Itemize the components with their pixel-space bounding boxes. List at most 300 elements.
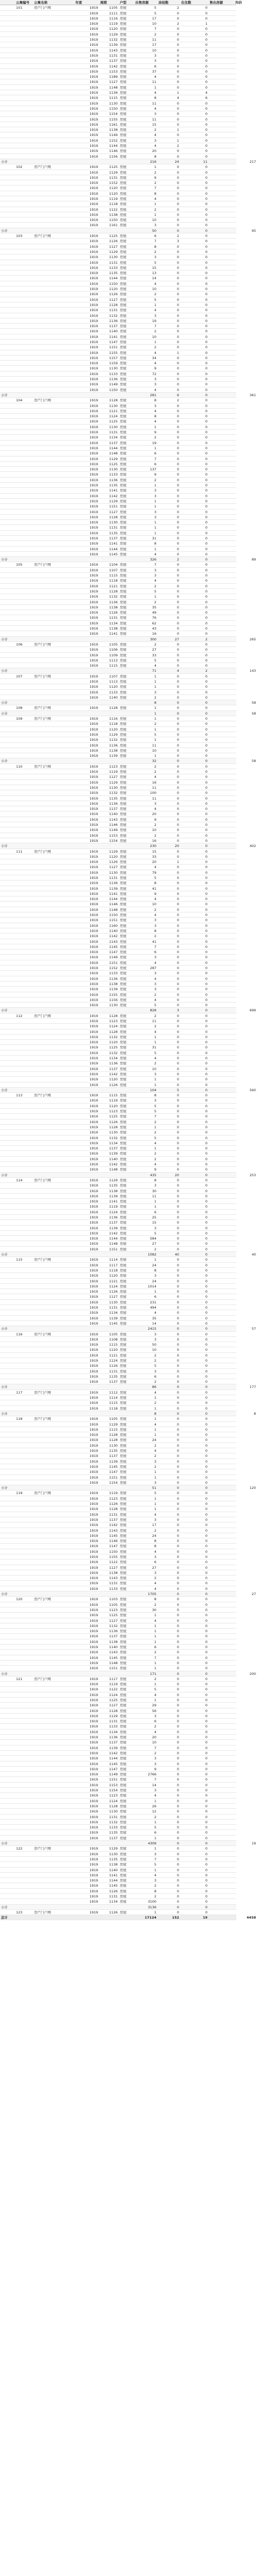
table-cell [234, 1714, 257, 1719]
table-cell: 1105 [109, 1332, 118, 1336]
table-cell [33, 403, 74, 409]
table-row [0, 631, 236, 636]
table-cell [15, 1496, 33, 1501]
table-cell: 0 [176, 520, 179, 525]
table-cell [33, 313, 74, 318]
table-cell: 3 [154, 1098, 156, 1103]
table-cell: 小计 [1, 1088, 8, 1092]
table-cell [33, 286, 74, 292]
table-cell: 0 [176, 106, 179, 111]
table-cell: 0 [205, 976, 207, 981]
table-cell [15, 101, 33, 106]
table-cell: 房屋 [120, 589, 126, 594]
table-cell: 0 [176, 1480, 179, 1485]
table-cell [0, 1432, 15, 1437]
table-cell [15, 902, 33, 907]
table-cell: 0 [176, 722, 179, 726]
table-cell: 1919 [89, 1178, 98, 1182]
table-row [0, 1167, 236, 1172]
table-cell: 0 [205, 345, 207, 350]
table-cell: 房屋 [120, 1554, 126, 1559]
table-cell: 0 [205, 191, 207, 196]
table-cell [234, 1416, 257, 1421]
table-cell [0, 313, 15, 318]
table-cell [208, 5, 234, 10]
table-cell [0, 1570, 15, 1575]
table-cell: 1136 [109, 743, 118, 748]
table-cell [208, 1448, 234, 1453]
table-cell [0, 1289, 15, 1294]
table-row [0, 1565, 236, 1570]
table-cell [99, 393, 119, 398]
table-cell [33, 1432, 74, 1437]
table-cell: 0 [205, 1050, 207, 1055]
table-cell [0, 504, 15, 509]
table-cell: 0 [205, 85, 207, 90]
table-cell [15, 1363, 33, 1368]
table-cell: 1130 [109, 1130, 118, 1135]
table-cell [15, 366, 33, 371]
table-cell [15, 605, 33, 610]
table-cell [33, 1443, 74, 1448]
table-cell: 0 [176, 1793, 179, 1798]
table-cell [0, 223, 15, 228]
table-cell [234, 270, 257, 276]
table-cell [33, 631, 74, 636]
table-cell: 房屋 [120, 1539, 126, 1544]
table-cell: 1 [154, 1846, 156, 1851]
table-cell [234, 1597, 257, 1602]
table-cell [208, 1342, 234, 1347]
table-cell: 房屋 [120, 1290, 126, 1294]
table-cell: 1919 [89, 133, 98, 138]
table-cell [234, 838, 257, 843]
table-cell [234, 1406, 257, 1411]
table-cell [234, 233, 257, 239]
table-cell [234, 1289, 257, 1294]
table-cell: 1155 [109, 1554, 118, 1559]
table-cell [33, 499, 74, 504]
table-cell [234, 127, 257, 132]
table-cell: 0 [205, 1311, 207, 1315]
table-cell [0, 233, 15, 239]
table-cell [33, 1045, 74, 1050]
table-cell [0, 494, 15, 499]
table-cell: 86 [152, 1385, 156, 1389]
table-cell: 1130 [109, 1300, 118, 1304]
table-cell: 1919 [89, 1035, 98, 1039]
table-cell [208, 1353, 234, 1358]
table-cell: 0 [205, 1735, 207, 1740]
table-cell [208, 409, 234, 414]
table-cell: 37 [152, 69, 156, 74]
table-row [0, 1804, 236, 1809]
table-cell [0, 79, 15, 84]
table-cell [234, 1894, 257, 1899]
table-cell [234, 1358, 257, 1363]
table-cell: 0 [176, 207, 179, 212]
table-cell: 1919 [89, 1183, 98, 1188]
table-cell: 7 [154, 1745, 156, 1750]
table-cell: 1919 [89, 149, 98, 154]
table-cell: 1139 [109, 886, 118, 891]
table-cell [234, 721, 257, 726]
table-cell: 1142 [109, 1072, 118, 1076]
table-cell [0, 1109, 15, 1114]
table-cell: 4 [154, 133, 156, 138]
table-cell [234, 1533, 257, 1538]
table-cell [234, 1003, 257, 1008]
table-cell: 房屋 [120, 897, 126, 902]
table-cell: 1138 [109, 1862, 118, 1867]
table-cell: 0 [205, 1411, 207, 1416]
table-cell [234, 1687, 257, 1692]
table-cell: 0 [205, 1268, 207, 1273]
table-row [0, 42, 236, 47]
table-cell: 0 [205, 244, 207, 249]
table-cell [234, 170, 257, 175]
table-cell: 1919 [89, 754, 98, 758]
table-cell [33, 122, 74, 127]
table-cell: 0 [176, 1433, 179, 1437]
table-cell [234, 456, 257, 462]
table-cell: 房屋 [120, 1454, 126, 1459]
table-cell: 房屋 [120, 515, 126, 519]
table-cell: 8 [154, 1539, 156, 1544]
table-cell [15, 1183, 33, 1188]
table-cell: 114 [16, 1178, 23, 1182]
table-cell: 0 [176, 1348, 179, 1352]
table-cell [208, 658, 234, 663]
table-cell [234, 1639, 257, 1645]
table-cell: 房屋 [120, 642, 126, 647]
table-cell: 房屋 [120, 451, 126, 456]
table-cell: 0 [205, 1189, 207, 1193]
table-cell: 1151 [109, 504, 118, 509]
table-cell [0, 1279, 15, 1284]
table-cell: 房屋 [120, 43, 126, 47]
table-cell [15, 1650, 33, 1655]
table-cell [208, 626, 234, 631]
table-cell [208, 1104, 234, 1109]
table-cell: 0 [176, 149, 179, 154]
table-cell: 0 [205, 748, 207, 753]
table-cell: 1919 [89, 101, 98, 106]
table-cell [15, 743, 33, 748]
table-cell: 1919 [89, 144, 98, 148]
table-row [0, 196, 236, 201]
table-row [0, 1878, 236, 1883]
table-cell [208, 1226, 234, 1231]
table-cell: 0 [205, 960, 207, 965]
table-cell: 0 [176, 1528, 179, 1533]
table-cell [0, 1066, 15, 1072]
table-cell: 1189 [109, 75, 118, 79]
table-cell [0, 1772, 15, 1777]
table-cell [0, 827, 15, 833]
table-cell [208, 843, 234, 849]
table-cell: 0 [176, 1290, 179, 1294]
table-cell [208, 180, 234, 185]
table-cell [0, 886, 15, 891]
table-cell: 1919 [89, 1295, 98, 1299]
table-row [0, 1575, 236, 1581]
table-cell: 2 [154, 1380, 156, 1384]
table-cell: 0 [176, 329, 179, 334]
table-cell: 6 [154, 451, 156, 456]
table-cell: 0 [205, 1576, 207, 1581]
table-cell: 0 [176, 218, 179, 223]
table-cell: 0 [205, 642, 207, 647]
table-cell: 1919 [89, 1040, 98, 1045]
table-cell [208, 594, 234, 599]
table-cell [15, 1273, 33, 1278]
table-cell: 0 [205, 1570, 207, 1575]
table-cell [234, 865, 257, 870]
table-cell: 房产门户网 [34, 764, 51, 769]
table-cell [33, 95, 74, 100]
table-cell: 17124 [144, 1916, 156, 1920]
table-cell: 1150 [109, 913, 118, 918]
table-cell: 1123 [109, 1019, 118, 1023]
table-cell [15, 494, 33, 499]
table-row [0, 615, 236, 620]
table-row [0, 705, 236, 710]
table-cell [234, 21, 257, 26]
table-cell: 0 [176, 504, 179, 509]
table-cell: 1125 [109, 165, 118, 170]
table-cell: 1919 [89, 1676, 98, 1681]
table-cell: 1919 [89, 483, 98, 488]
table-cell: 0 [205, 318, 207, 323]
table-cell: 1919 [89, 1199, 98, 1204]
table-cell [0, 21, 15, 26]
table-cell [0, 1056, 15, 1061]
table-cell: 2 [154, 1650, 156, 1655]
table-cell: 1124 [109, 1284, 118, 1289]
table-cell [119, 1915, 134, 1920]
table-cell [208, 1024, 234, 1029]
table-cell: 房屋 [120, 1799, 126, 1803]
table-cell [15, 976, 33, 981]
table-cell: 1131 [109, 875, 118, 880]
table-row [0, 313, 236, 318]
table-cell [208, 286, 234, 292]
column-header: 均价 [235, 1, 242, 5]
table-cell [33, 817, 74, 822]
table-cell: 房屋 [120, 504, 126, 509]
table-cell [33, 1496, 74, 1501]
table-cell: 1143 [109, 817, 118, 822]
table-cell [234, 1655, 257, 1660]
table-cell: 137 [150, 467, 156, 472]
table-cell: 1919 [89, 680, 98, 684]
table-cell [0, 1162, 15, 1167]
table-cell: 房屋 [120, 1623, 126, 1628]
table-cell: 11 [152, 80, 156, 84]
table-cell [208, 1480, 234, 1485]
table-cell [33, 1464, 74, 1469]
table-cell: 9 [154, 175, 156, 180]
table-cell: 1 [176, 128, 179, 132]
table-cell [234, 286, 257, 292]
table-cell [208, 1088, 234, 1093]
table-cell: 0 [205, 891, 207, 896]
table-cell: 1919 [89, 1401, 98, 1405]
table-row [0, 106, 236, 111]
table-cell: 1129 [109, 1178, 118, 1182]
table-cell: 0 [205, 186, 207, 191]
table-row [0, 1082, 236, 1088]
table-cell [33, 1772, 74, 1777]
table-cell [33, 1751, 74, 1756]
table-row [0, 568, 236, 573]
table-cell [234, 1247, 257, 1252]
table-cell: 1919 [89, 1396, 98, 1400]
table-cell [208, 472, 234, 477]
table-cell: 4 [154, 91, 156, 95]
table-cell: 0 [176, 1258, 179, 1262]
table-cell [33, 239, 74, 244]
table-cell: 19 [202, 1916, 207, 1920]
table-cell [208, 228, 234, 233]
table-cell: 1919 [89, 1109, 98, 1114]
table-cell: 0 [205, 308, 207, 313]
table-cell [0, 148, 15, 154]
table-cell: 1 [154, 1290, 156, 1294]
table-cell: 1919 [89, 1427, 98, 1432]
table-cell [15, 1241, 33, 1246]
table-cell: 1118 [109, 579, 118, 583]
table-cell [33, 1862, 74, 1867]
table-cell: 房屋 [120, 483, 126, 488]
table-cell: 1919 [89, 510, 98, 514]
table-cell [0, 212, 15, 217]
table-cell: 120 [249, 1486, 256, 1490]
table-cell: 2 [154, 1576, 156, 1581]
table-cell: 112 [16, 1013, 23, 1018]
table-cell: 0 [205, 1554, 207, 1559]
table-cell: 1128 [109, 1438, 118, 1443]
table-cell [33, 1883, 74, 1888]
table-cell [15, 1522, 33, 1528]
table-cell: 0 [176, 1380, 179, 1384]
table-cell [33, 185, 74, 191]
table-cell [0, 1777, 15, 1782]
table-cell: 8 [154, 701, 156, 705]
table-cell [0, 642, 15, 647]
table-cell [15, 302, 33, 308]
table-cell [0, 690, 15, 695]
table-cell [234, 658, 257, 663]
table-cell [208, 1745, 234, 1751]
table-cell [234, 324, 257, 329]
table-cell [208, 891, 234, 896]
table-cell [208, 1719, 234, 1724]
table-cell: 0 [205, 870, 207, 875]
table-cell: 房屋 [120, 987, 126, 992]
table-row [0, 1724, 236, 1729]
table-row [0, 265, 236, 270]
table-cell: 0 [176, 1136, 179, 1140]
table-cell: 20 [152, 1735, 156, 1740]
table-cell: 1125 [109, 1613, 118, 1618]
table-cell: 房屋 [120, 1809, 126, 1814]
table-cell [0, 90, 15, 95]
table-cell: 3 [154, 1183, 156, 1188]
table-cell [15, 1586, 33, 1591]
table-cell: 1152 [109, 181, 118, 185]
table-cell [15, 223, 33, 228]
table-cell [0, 1761, 15, 1767]
table-cell: 41 [152, 886, 156, 891]
table-row [0, 1024, 236, 1029]
table-cell: 1112 [109, 1390, 118, 1395]
table-cell: 1919 [89, 27, 98, 31]
table-cell: 房屋 [120, 53, 126, 58]
table-cell: 0 [205, 1274, 207, 1278]
table-cell: 0 [205, 302, 207, 307]
table-cell [234, 875, 257, 880]
table-cell: 0 [205, 1565, 207, 1570]
table-cell [0, 912, 15, 918]
table-cell: 1135 [109, 1183, 118, 1188]
table-row [0, 1820, 236, 1825]
table-cell: 0 [205, 711, 207, 716]
table-cell: 4 [154, 106, 156, 111]
table-cell [234, 647, 257, 652]
table-cell [33, 1210, 74, 1215]
table-cell: 6 [154, 64, 156, 69]
table-cell [33, 541, 74, 546]
table-cell [33, 228, 74, 233]
table-cell: 1919 [89, 690, 98, 694]
table-cell: 1919 [89, 1343, 98, 1347]
table-cell: 1114 [109, 1396, 118, 1400]
table-cell: 1919 [89, 1470, 98, 1475]
table-cell: 4 [154, 75, 156, 79]
table-cell [33, 53, 74, 58]
table-cell: 0 [205, 207, 207, 212]
table-cell: 房产门户网 [34, 1332, 51, 1336]
table-cell: 9 [154, 472, 156, 477]
table-cell [208, 185, 234, 191]
table-cell [208, 90, 234, 95]
table-cell [0, 1767, 15, 1772]
table-cell [15, 610, 33, 615]
table-cell [33, 1104, 74, 1109]
table-cell [15, 1836, 33, 1841]
table-cell [33, 992, 74, 997]
table-cell [208, 732, 234, 737]
table-cell [0, 774, 15, 779]
table-cell: 2 [154, 992, 156, 997]
table-cell: 1919 [89, 775, 98, 779]
table-cell [208, 716, 234, 721]
table-cell [15, 668, 33, 673]
table-cell [234, 462, 257, 467]
table-cell [234, 531, 257, 536]
table-cell: 1919 [89, 75, 98, 79]
table-cell: 0 [205, 462, 207, 466]
table-cell: 1120 [109, 27, 118, 31]
table-cell [15, 1019, 33, 1024]
table-cell: 1 [154, 1799, 156, 1803]
table-cell [15, 1437, 33, 1443]
table-cell: 0 [176, 1745, 179, 1750]
table-cell [33, 1905, 74, 1910]
subtotal-row [0, 1591, 256, 1597]
